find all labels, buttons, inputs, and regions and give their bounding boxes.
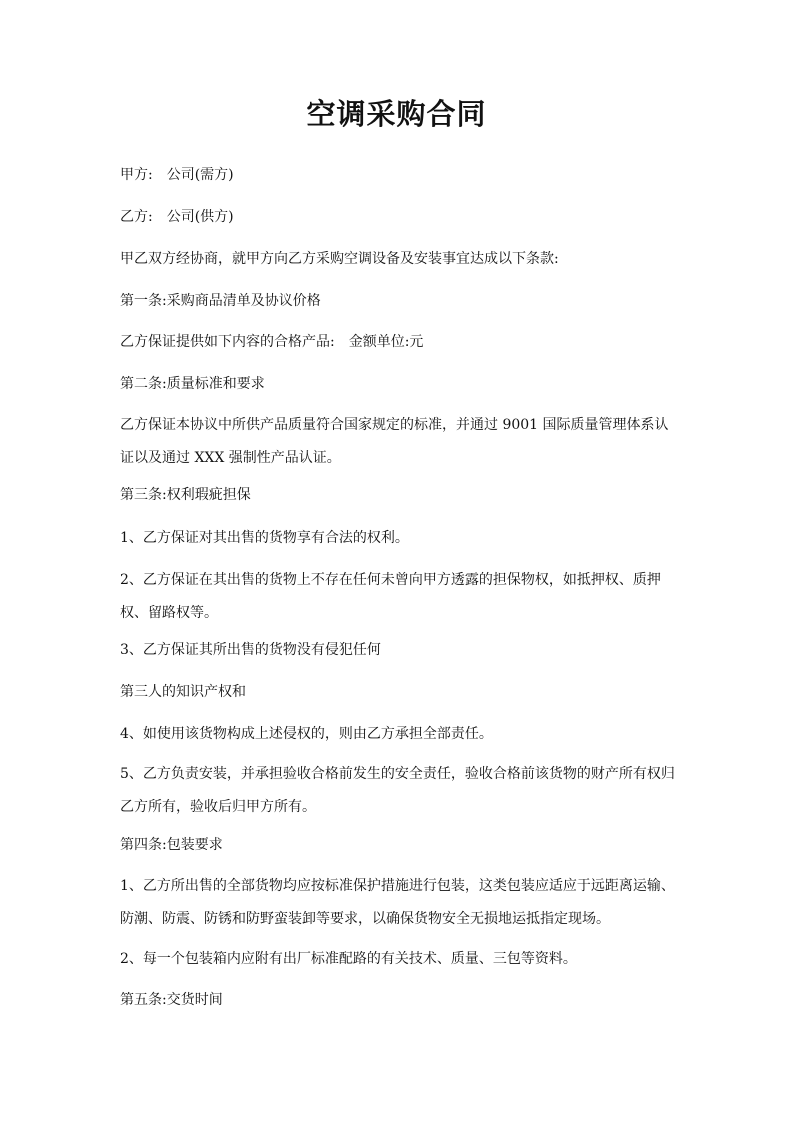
document-title: 空调采购合同 (306, 97, 487, 131)
preamble-paragraph: 甲乙双方经协商，就甲方向乙方采购空调设备及安装事宜达成以下条款: (120, 251, 559, 267)
article-4-item-2: 2、每一个包装箱内应附有出厂标准配路的有关技术、质量、三包等资料。 (120, 951, 577, 967)
article-3-item-3-continued: 第三人的知识产权和 (120, 684, 246, 700)
article-3-item-1: 1、乙方保证对其出售的货物享有合法的权利。 (120, 530, 409, 546)
article-3-item-3: 3、乙方保证其所出售的货物没有侵犯任何 (120, 642, 381, 658)
article-4-item-1: 1、乙方所出售的全部货物均应按标准保护措施进行包装，这类包装应适应于远距离运输、防潮、防震、防锈和防野蛮装卸等要求，以确保货物安全无损地运抵指定现场。 (120, 878, 675, 927)
article-3-item-4: 4、如使用该货物构成上述侵权的，则由乙方承担全部责任。 (120, 726, 493, 742)
article-1-heading: 第一条:采购商品清单及协议价格 (120, 293, 321, 309)
article-1-note: 乙方保证提供如下内容的合格产品: 金额单位:元 (120, 334, 424, 350)
party-a-line: 甲方: 公司(需方) (120, 167, 234, 183)
article-3-item-2: 2、乙方保证在其出售的货物上不存在任何未曾向甲方透露的担保物权，如抵押权、质押权、留路权等。 (120, 572, 661, 621)
article-2-paragraph: 乙方保证本协议中所供产品质量符合国家规定的标准，并通过 9001 国际质量管理体系认证以及通过 XXX 强制性产品认证。 (120, 417, 669, 466)
article-3-item-5: 5、乙方负责安装，并承担验收合格前发生的安全责任，验收合格前该货物的财产所有权归乙方所有，验收后归甲方所有。 (120, 766, 675, 815)
article-4-heading: 第四条:包装要求 (120, 837, 223, 853)
party-b-line: 乙方: 公司(供方) (120, 209, 234, 225)
article-3-heading: 第三条:权利瑕疵担保 (120, 487, 251, 503)
article-2-heading: 第二条:质量标准和要求 (120, 376, 265, 392)
article-5-heading: 第五条:交货时间 (120, 992, 223, 1008)
